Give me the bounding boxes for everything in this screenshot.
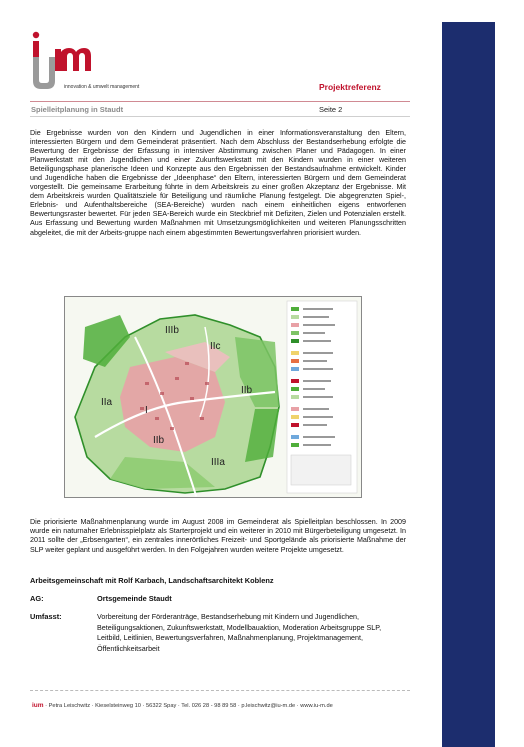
header-divider [30, 101, 410, 102]
area-label: IIIa [211, 457, 225, 468]
ag-value: Ortsgemeinde Staudt [97, 594, 172, 603]
body-paragraph: Die Ergebnisse wurden von den Kindern und Jugendlichen in einer Informationsveranstaltung den Eltern, interessierten Bürgern und dem Gemeinderat präsentiert. Nach dem Abschluss der Bestandserhebung erfolgte die Bewertung der Ergebnisse der Erfassung in intensiver Abstimmung zwischen Planer und Pädagogen. In einer Planwerkstatt mit den Jugendlichen und einer Zukunftswerkstatt mit den Kindern wurden in einer weiteren Beteiligungsphase planerische Ideen und Konzepte aus den Ergebnissen der Bestandsaufnahme entwickelt. Kinder und Jugendliche haben die Ergebnisse der „Ideenphase“ den Eltern, interessierten Bürgern und dem Gemeinderat vorgestellt. Die gemeinsame Erarbeitung führte in dem Arbeitskreis zu einer großen Akzeptanz der Ergebnisse. Mit dem Arbeitskreis wurden Qualitätsziele für Beteiligung und räumliche Planung festgelegt. Die abgegrenzten Spiel-, Erlebnis- und Aufenthaltsbereiche (SEA-Bereiche) wurden nach einem einheitlichen eigens entworfenen Bewertungsraster bewertet. Für jeden SEA-Bereich wurde ein Steckbrief mit Defiziten, Zielen und Potenzialen erstellt. Aus Erfassung und Bewertung wurden Maßnahmen mit Umsetzungsmöglichkeiten und weiteren Planungsschritten abgeleitet, die mit der Arbeits-gruppe nach einem abgestimmten Bewertungsverfahren priorisiert wurden. [30, 129, 406, 237]
page-subtitle: Spielleitplanung in Staudt [31, 105, 124, 114]
area-label: IIc [210, 341, 221, 352]
subheader-divider [30, 116, 410, 117]
closing-paragraph: Die priorisierte Maßnahmenplanung wurde im August 2008 im Gemeinderat als Spielleitplan beschlossen. In 2009 wurde ein naturnaher Erlebnisspielplatz als Starterprojekt und ein weiterer in 2010 mit Bürgerbeteiligung umgesetzt. In 2011 sollte der „Erbsengarten“, ein zentrales innerörtliches Freizeit- und Sportgelände als priorisierte Maßnahme der SLP weiter geplant und ausgeführt werden. In den Folgejahren wurden weitere Projekte umgesetzt. [30, 518, 406, 554]
ag-label: AG: [30, 594, 44, 603]
area-label: IIb [241, 385, 253, 396]
ium-logo [30, 31, 170, 91]
page-number: Seite 2 [319, 105, 343, 114]
umfasst-value: Vorbereitung der Förderanträge, Bestandserhebung mit Kindern und Jugendlichen, Beteiligungsaktionen, Zukunftswerkstatt, Modellbauaktion, Moderation Arbeitsgruppe SLP, Leitbild, Leitlinien, Bewertungsverfahren, Maßnahmenplanung, Projektmanagement, Öffentlichkeitsarbeit [97, 613, 382, 653]
logo-tagline: innovation & umwelt management [64, 84, 140, 90]
area-label: I [145, 405, 148, 416]
map-drawing [65, 297, 361, 497]
area-label: IIb [153, 435, 165, 446]
umfasst-label: Umfasst: [30, 612, 62, 621]
footer [32, 702, 333, 709]
map-image [64, 296, 362, 498]
footer-brand: ium [32, 702, 44, 709]
decorative-sidebar [442, 22, 495, 747]
area-label: IIIb [165, 325, 179, 336]
arge-heading: Arbeitsgemeinschaft mit Rolf Karbach, Landschaftsarchitekt Koblenz [30, 576, 274, 585]
document-label: Projektreferenz [319, 82, 381, 92]
footer-divider [30, 690, 410, 691]
footer-contact: · Petra Leischwitz · Kieselsteinweg 10 · 56322 Spay · Tel. 026 28 - 98 89 58 · p.leischwitz@iu-m.de · www.iu-m.de [45, 703, 333, 709]
area-label: IIa [101, 397, 113, 408]
